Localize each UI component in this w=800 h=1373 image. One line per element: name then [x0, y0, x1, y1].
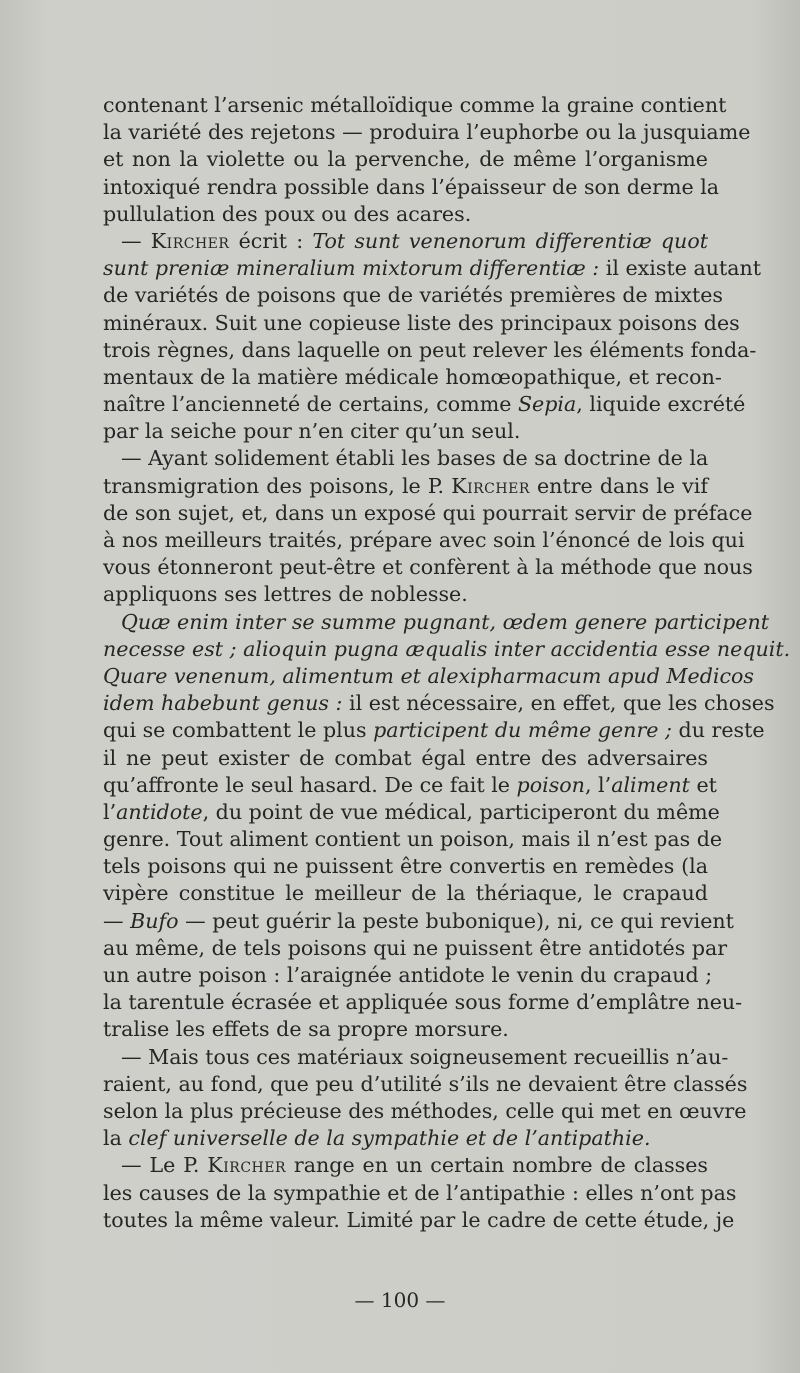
italic-text: poison — [516, 772, 585, 797]
text-line — [103, 473, 708, 500]
paragraph — [103, 1152, 737, 1234]
text-run: range en un certain nombre de classes — [286, 1153, 708, 1178]
text-line — [103, 1098, 747, 1125]
text-line — [103, 337, 757, 364]
text-line — [103, 1180, 737, 1207]
text-run: par la seiche pour n’en citer qu’un seul. — [103, 419, 521, 444]
italic-text: Tot sunt venenorum differentiæ quot — [312, 228, 708, 253]
text-run: vipère constitue le meilleur de la thériaque, le crapaud — [103, 881, 708, 906]
text-run: tels poisons qui ne puissent être convertis en remèdes (la — [103, 854, 708, 879]
text-line — [103, 310, 740, 337]
body-text — [103, 92, 791, 1234]
text-line — [103, 772, 717, 799]
text-line — [103, 799, 720, 826]
text-run: mentaux de la matière médicale homœopathique, et recon- — [103, 364, 722, 389]
text-run: , du point de vue médical, participeront du même — [202, 799, 720, 824]
text-run: — Mais tous ces matériaux soigneusement recueillis n’au- — [121, 1044, 729, 1069]
text-line — [103, 853, 708, 880]
text-run: selon la plus précieuse des méthodes, celle qui met en œuvre — [103, 1098, 747, 1123]
author-name: Kircher — [207, 1153, 286, 1178]
text-line — [103, 1016, 708, 1043]
paragraph — [103, 1044, 748, 1153]
text-line — [103, 908, 734, 935]
text-line — [103, 174, 720, 201]
italic-text: Bufo — [130, 908, 179, 933]
text-run: , liquide excrété — [576, 392, 746, 417]
italic-text: Quæ enim inter se summe pugnant, œdem genere participent — [121, 609, 769, 634]
text-run: — Ayant solidement établi les bases de sa doctrine de la — [121, 446, 709, 471]
text-run: à nos meilleurs traités, prépare avec soin l’énoncé de lois qui — [103, 528, 745, 552]
text-line — [103, 636, 791, 663]
text-run: — peut guérir la peste bubonique), ni, ce qui revient — [178, 908, 734, 933]
text-line — [103, 418, 708, 445]
text-line — [103, 201, 708, 228]
text-line — [103, 663, 754, 690]
text-run: et non la violette ou la pervenche, de même l’organisme — [103, 147, 708, 172]
text-line — [103, 1044, 729, 1071]
text-line — [103, 255, 762, 282]
text-line — [103, 282, 723, 309]
text-run: il existe autant — [599, 256, 762, 281]
text-line — [103, 609, 769, 636]
text-line — [103, 1152, 708, 1179]
text-line — [103, 1071, 748, 1098]
text-run: contenant l’arsenic métalloïdique comme la graine contient — [103, 93, 727, 117]
author-name: Kircher — [150, 228, 230, 253]
text-run: tralise les effets de sa propre morsure. — [103, 1017, 509, 1042]
text-run: naître l’ancienneté de certains, comme — [103, 392, 518, 417]
text-line — [103, 1207, 735, 1234]
text-run: du reste — [671, 718, 765, 743]
paragraph — [103, 445, 753, 608]
text-line — [103, 554, 753, 581]
text-run: il est nécessaire, en effet, que les choses — [342, 691, 775, 716]
text-run: de variétés de poisons que de variétés premières de mixtes — [103, 283, 723, 308]
italic-text: Quare venenum, alimentum et alexipharmacum apud Medicos — [103, 663, 754, 688]
text-run: — Le P. — [121, 1153, 208, 1178]
text-line — [103, 228, 708, 255]
text-line — [103, 119, 751, 146]
text-run: transmigration des poisons, le P. — [103, 473, 452, 498]
italic-text: aliment — [611, 772, 690, 797]
italic-text: Sepia — [517, 392, 577, 417]
page-number: — 100 — — [354, 1288, 446, 1312]
text-run: intoxiqué rendra possible dans l’épaisseur de son derme la — [103, 174, 720, 199]
text-run: il ne peut exister de combat égal entre des adversaires — [103, 745, 708, 770]
text-line — [103, 717, 765, 744]
text-line — [103, 826, 723, 853]
text-run: toutes la même valeur. Limité par le cadre de cette étude, je — [103, 1207, 735, 1232]
text-run: de son sujet, et, dans un exposé qui pourrait servir de préface — [103, 500, 753, 525]
text-run: un autre poison : l’araignée antidote le venin du crapaud ; — [103, 963, 713, 987]
text-line — [103, 500, 753, 527]
text-run: genre. Tout aliment contient un poison, mais il n’est pas de — [103, 827, 723, 852]
text-line — [103, 962, 713, 989]
text-run: les causes de la sympathie et de l’antipathie : elles n’ont pas — [103, 1180, 737, 1205]
italic-text: necesse est ; alioquin pugna æqualis inter accidentia esse nequit. — [103, 636, 791, 661]
text-run: , l’ — [584, 772, 612, 797]
text-run: la — [103, 1126, 129, 1151]
text-line — [103, 146, 708, 173]
text-line — [103, 364, 722, 391]
text-run: — — [103, 908, 131, 933]
text-run: raient, au fond, que peu d’utilité s’ils ne devaient être classés — [103, 1071, 748, 1096]
text-run: pullulation des poux ou des acares. — [103, 201, 472, 226]
text-run: entre dans le vif — [529, 473, 708, 498]
text-run: vous étonneront peut-être et confèrent à la méthode que nous — [103, 555, 753, 580]
text-line — [103, 690, 775, 717]
text-run: écrit : — [229, 228, 313, 253]
text-run: appliquons ses lettres de noblesse. — [103, 582, 468, 607]
text-line — [103, 445, 708, 472]
text-line — [103, 581, 708, 608]
paragraph — [103, 228, 762, 446]
text-run: au même, de tels poisons qui ne puissent être antidotés par — [103, 935, 728, 960]
text-line — [103, 880, 708, 907]
text-line — [103, 745, 708, 772]
italic-text: clef universelle de la sympathie et de l’antipathie. — [128, 1126, 651, 1151]
text-run: trois règnes, dans laquelle on peut relever les éléments fonda- — [103, 337, 757, 362]
text-line — [103, 989, 743, 1016]
italic-text: sunt preniæ mineralium mixtorum differentiæ : — [103, 256, 600, 281]
text-run: qu’affronte le seul hasard. De ce fait le — [103, 772, 517, 797]
text-run: la variété des rejetons — produira l’euphorbe ou la jusquiame — [103, 120, 751, 145]
text-line — [103, 935, 728, 962]
text-run: minéraux. Suit une copieuse liste des principaux poisons des — [103, 310, 740, 335]
italic-text: participent du même genre ; — [373, 718, 672, 743]
text-run: l’ — [103, 799, 117, 824]
text-line — [103, 92, 727, 119]
italic-text: antidote — [116, 799, 203, 824]
text-line — [103, 527, 745, 554]
paragraph — [103, 609, 791, 1044]
paragraph — [103, 92, 751, 228]
text-line — [103, 1125, 708, 1152]
text-run: qui se combattent le plus — [103, 718, 374, 743]
author-name: Kircher — [451, 473, 530, 498]
text-run: et — [689, 772, 717, 797]
text-line — [103, 391, 746, 418]
italic-text: idem habebunt genus : — [103, 691, 343, 716]
text-run: la tarentule écrasée et appliquée sous forme d’emplâtre neu- — [103, 990, 743, 1015]
text-run: — — [121, 228, 151, 253]
